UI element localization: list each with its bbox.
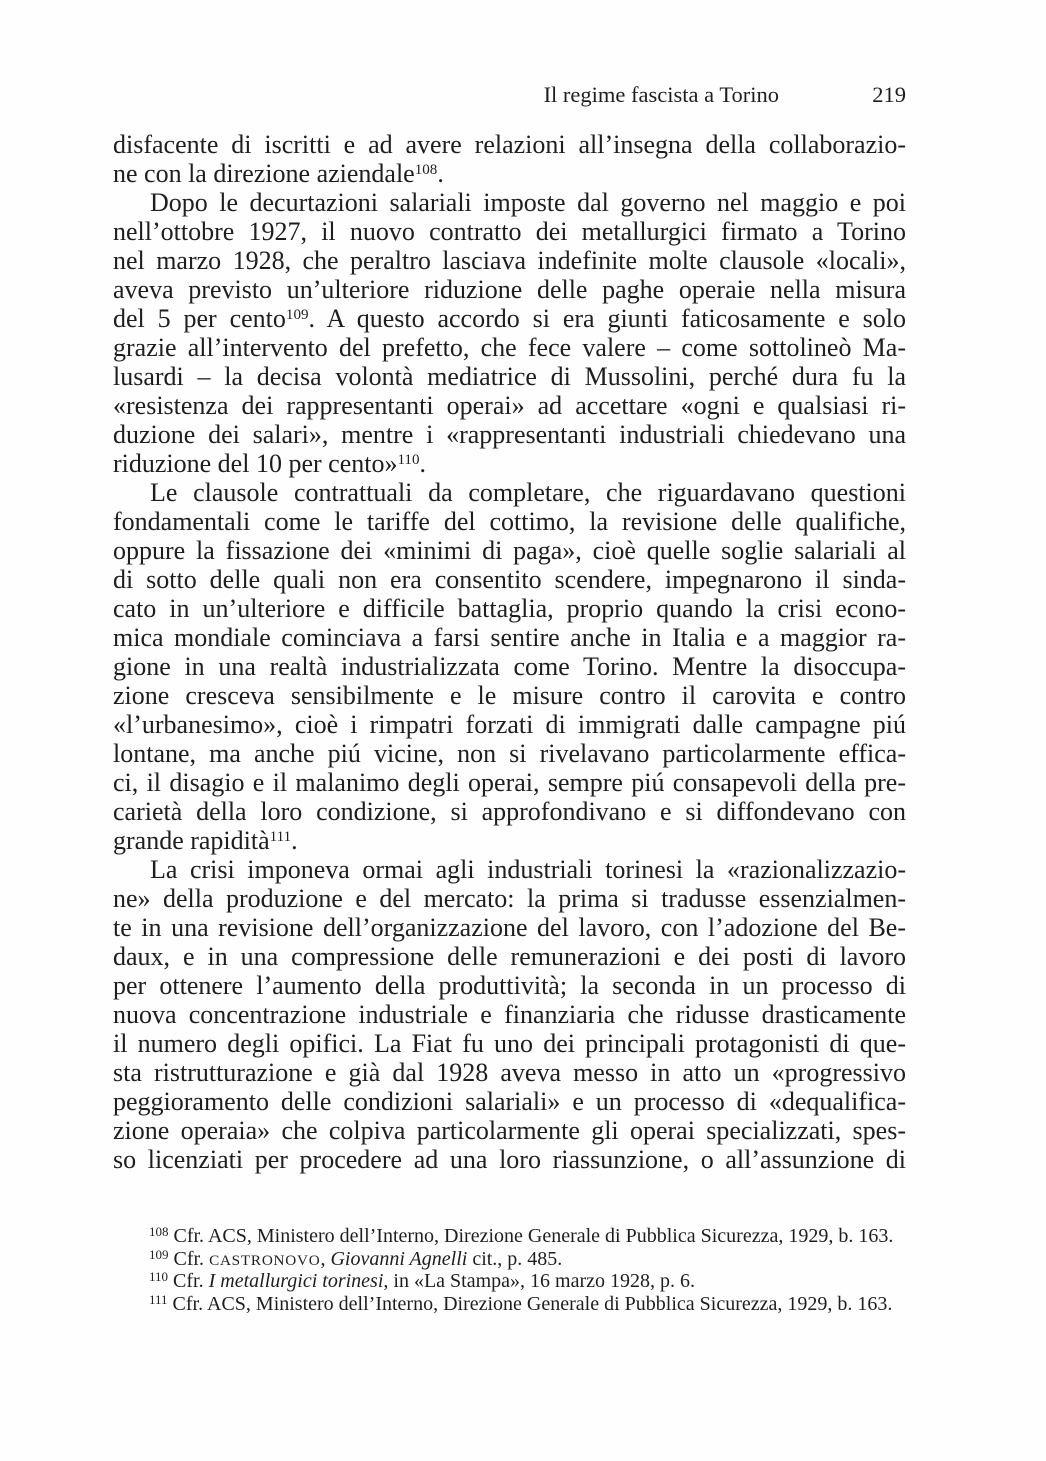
text-line: zione cresceva sensibilmente e le misure contro il carovita e contro bbox=[113, 681, 906, 710]
text-segment: . bbox=[437, 159, 444, 188]
paragraph bbox=[113, 130, 906, 188]
paragraph bbox=[113, 188, 906, 478]
text-line: nell’ottobre 1927, il nuovo contratto dei metallurgici firmato a Torino bbox=[113, 217, 906, 246]
footnote-ref: 109 bbox=[285, 306, 309, 323]
footnote-text: , in «La Stampa», 16 marzo 1928, p. 6. bbox=[383, 1270, 696, 1293]
text-line: sta ristrutturazione e già dal 1928 aveva messo in atto un «progressivo bbox=[113, 1058, 906, 1087]
text-segment: . bbox=[291, 826, 298, 855]
text-line: ci, il disagio e il malanimo degli operai, sempre piú consapevoli della pre- bbox=[113, 768, 906, 797]
text-line: te in una revisione dell’organizzazione del lavoro, con l’adozione del Be- bbox=[113, 913, 906, 942]
footnote-text: Cfr. ACS, Ministero dell’Interno, Direzione Generale di Pubblica Sicurezza, 1929, b. 163. bbox=[173, 1225, 894, 1247]
text-line: per ottenere l’aumento della produttività; la seconda in un processo di bbox=[113, 971, 906, 1000]
footnote bbox=[113, 1225, 893, 1248]
footnote-ref: 110 bbox=[397, 451, 420, 468]
footnote-title: I metallurgici torinesi bbox=[208, 1270, 384, 1293]
body-text bbox=[113, 130, 906, 1174]
footnote-number: 110 bbox=[149, 1269, 169, 1285]
footnote bbox=[113, 1248, 893, 1271]
text-line: nuova concentrazione industriale e finanziaria che ridusse drasticamente bbox=[113, 1000, 906, 1029]
text-line: disfacente di iscritti e ad avere relazioni all’insegna della collaborazio- bbox=[113, 130, 906, 159]
text-line: daux, e in una compressione delle remunerazioni e dei posti di lavoro bbox=[113, 942, 906, 971]
text-line: Le clausole contrattuali da completare, che riguardavano questioni bbox=[150, 478, 906, 507]
text-line: ne» della produzione e del mercato: la prima si tradusse essenzialmen- bbox=[113, 884, 906, 913]
text-line: lontane, ma anche piú vicine, non si rivelavano particolarmente effica- bbox=[113, 739, 906, 768]
text-line: gione in una realtà industrializzata come Torino. Mentre la disoccupa- bbox=[113, 652, 906, 681]
text-line: duzione dei salari», mentre i «rappresentanti industriali chiedevano una bbox=[113, 420, 906, 449]
text-segment: . bbox=[419, 449, 427, 478]
text-line: aveva previsto un’ulteriore riduzione delle paghe operaie nella misura bbox=[113, 275, 906, 304]
text-line: fondamentali come le tariffe del cottimo, la revisione delle qualifiche, bbox=[113, 507, 906, 536]
text-line bbox=[113, 159, 906, 188]
footnote-text: Cfr. bbox=[173, 1270, 209, 1293]
text-line: so licenziati per procedere ad una loro riassunzione, o all’assunzione di bbox=[113, 1145, 906, 1174]
paragraph bbox=[113, 478, 906, 855]
footnote-number: 109 bbox=[149, 1246, 169, 1262]
footnote-text: Cfr. ACS, Ministero dell’Interno, Direzione Generale di Pubblica Sicurezza, 1929, b. 163. bbox=[172, 1293, 893, 1316]
text-segment: del 5 per cento bbox=[113, 304, 286, 333]
text-line: Dopo le decurtazioni salariali imposte dal governo nel maggio e poi bbox=[150, 188, 906, 217]
footnotes bbox=[113, 1225, 893, 1316]
text-line: zione operaia» che colpiva particolarmente gli operai specializzati, spes- bbox=[113, 1116, 906, 1145]
page-number: 219 bbox=[872, 82, 906, 107]
text-line: grazie all’intervento del prefetto, che fece valere – come sottolineò Ma- bbox=[113, 333, 906, 362]
text-segment: grande rapidità bbox=[113, 826, 270, 855]
text-line: nel marzo 1928, che peraltro lasciava indefinite molte clausole «locali», bbox=[113, 246, 906, 275]
footnote bbox=[113, 1270, 893, 1293]
paragraph bbox=[113, 855, 906, 1174]
footnote-number: 108 bbox=[149, 1224, 169, 1239]
text-line bbox=[113, 449, 906, 478]
text-line: «resistenza dei rappresentanti operai» ad accettare «ogni e qualsiasi ri- bbox=[113, 391, 906, 420]
text-line: il numero degli opifici. La Fiat fu uno dei principali protagonisti di que- bbox=[113, 1029, 906, 1058]
footnote-text: , bbox=[320, 1247, 331, 1270]
footnote-number: 111 bbox=[149, 1292, 168, 1308]
text-line: di sotto delle quali non era consentito scendere, impegnarono il sinda- bbox=[113, 565, 906, 594]
text-segment: ne con la direzione aziendale bbox=[113, 159, 415, 188]
text-line: mica mondiale cominciava a farsi sentire anche in Italia e a maggior ra- bbox=[113, 623, 906, 652]
footnote-ref: 111 bbox=[269, 828, 292, 845]
text-segment: riduzione del 10 per cento» bbox=[113, 449, 398, 478]
text-line bbox=[113, 826, 906, 855]
text-line bbox=[113, 304, 906, 333]
footnote bbox=[113, 1293, 893, 1316]
footnote-title: Giovanni Agnelli bbox=[330, 1247, 468, 1270]
footnote-text: cit., p. 485. bbox=[467, 1247, 563, 1270]
running-header-title: Il regime fascista a Torino bbox=[543, 82, 779, 107]
footnote-author: CASTRONOVO bbox=[209, 1251, 321, 1269]
text-line: «l’urbanesimo», cioè i rimpatri forzati di immigrati dalle campagne piú bbox=[113, 710, 906, 739]
text-line: peggioramento delle condizioni salariali» e un processo di «dequalifica- bbox=[113, 1087, 906, 1116]
text-line: oppure la fissazione dei «minimi di paga», cioè quelle soglie salariali al bbox=[113, 536, 906, 565]
footnote-text: Cfr. bbox=[173, 1247, 210, 1270]
text-line: lusardi – la decisa volontà mediatrice di Mussolini, perché dura fu la bbox=[113, 362, 906, 391]
footnote-ref: 108 bbox=[414, 161, 438, 178]
text-line: La crisi imponeva ormai agli industriali torinesi la «razionalizzazio- bbox=[150, 855, 906, 884]
text-segment: . A questo accordo si era giunti faticosamente e solo bbox=[308, 304, 907, 333]
text-line: carietà della loro condizione, si approfondivano e si diffondevano con bbox=[113, 797, 906, 826]
text-line: cato in un’ulteriore e difficile battaglia, proprio quando la crisi econo- bbox=[113, 594, 906, 623]
